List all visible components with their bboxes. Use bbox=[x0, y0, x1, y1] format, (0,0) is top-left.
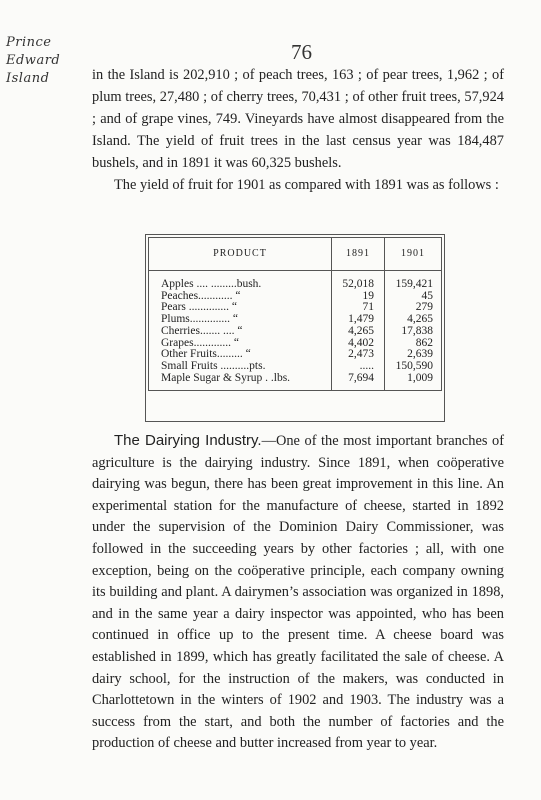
value-1901-cell: 4,265 bbox=[385, 314, 442, 326]
value-1901-cell: 159,421 bbox=[385, 271, 442, 291]
section-heading: The Dairying Industry. bbox=[114, 432, 262, 449]
dairying-paragraph bbox=[92, 430, 504, 755]
intro-text bbox=[92, 64, 504, 196]
value-1891-cell: 1,479 bbox=[332, 314, 385, 326]
value-1891-cell: 52,018 bbox=[332, 271, 385, 291]
intro-paragraph-2: The yield of fruit for 1901 as compared with 1891 was as follows : bbox=[114, 177, 499, 193]
fruit-yield-table bbox=[148, 237, 442, 391]
table-row bbox=[149, 373, 442, 391]
value-1891-cell: 19 bbox=[332, 291, 385, 303]
value-1901-cell: 45 bbox=[385, 291, 442, 303]
value-1891-cell: 71 bbox=[332, 302, 385, 314]
column-header-1891: 1891 bbox=[332, 238, 385, 271]
dairying-section bbox=[92, 430, 504, 755]
product-cell: Maple Sugar & Syrup . .lbs. bbox=[161, 371, 291, 384]
dairying-body-text: —One of the most important branches of agriculture is the dairying industry. Since 1891, when coöperative dairying was begun, there has been great improvement in this line. An experimental station for the manufacture of cheese, started in 1892 under the supervision of the Dominion Dairy Commissioner, was followed in the succeeding years by other factories ; all, with one exception, being on the coöperative principle, each company owning its building and plant. A dairymen’s association was organized in 1898, and in the same year a dairy inspector was appointed, who has been continued in office up to the present time. A cheese board was established in 1899, which has greatly facilitated the sale of cheese. A dairy school, for the instruction of the makers, was conducted in Charlottetown in the winters of 1902 and 1903. The industry was a success from the start, and both the number of factories and the production of cheese and butter increased from year to year. bbox=[92, 433, 504, 752]
column-header-1901: 1901 bbox=[385, 238, 442, 271]
table-header-row bbox=[149, 238, 442, 271]
product-cell: Other Fruits......... “ bbox=[161, 348, 251, 361]
product-cell: Plums.............. “ bbox=[161, 313, 238, 326]
value-1901-cell: 150,590 bbox=[385, 361, 442, 373]
product-cell: Peaches............ “ bbox=[161, 289, 241, 302]
running-head-line-2: Island bbox=[6, 71, 50, 86]
product-cell: Apples .... .........bush. bbox=[161, 278, 262, 290]
page-number: 76 bbox=[291, 40, 312, 64]
value-1891-cell: ..... bbox=[332, 361, 385, 373]
product-cell: Pears .............. “ bbox=[161, 301, 238, 314]
value-1891-cell: 2,473 bbox=[332, 349, 385, 361]
value-1891-cell: 7,694 bbox=[332, 373, 385, 391]
running-head-title bbox=[6, 34, 86, 88]
table-row bbox=[149, 326, 442, 338]
table-row bbox=[149, 361, 442, 373]
intro-paragraph-1: in the Island is 202,910 ; of peach trees, 163 ; of pear trees, 1,962 ; of plum trees, 27,480 ; of cherry trees, 70,431 ; of other fruit trees, 57,924 ; and of grape vines, 749. Vineyards have almost disappeared from the Island. The yield of fruit trees in the last census year was 184,487 bushels, and in 1891 it was 60,325 bushels. bbox=[92, 67, 504, 171]
value-1901-cell: 279 bbox=[385, 302, 442, 314]
value-1891-cell: 4,402 bbox=[332, 338, 385, 350]
running-head-line-1: Prince Edward bbox=[6, 35, 61, 68]
product-cell: Cherries....... .... “ bbox=[161, 324, 243, 337]
value-1901-cell: 1,009 bbox=[385, 373, 442, 391]
product-cell: Grapes............. “ bbox=[161, 336, 239, 349]
fruit-yield-table-frame bbox=[145, 234, 445, 422]
value-1901-cell: 2,639 bbox=[385, 349, 442, 361]
column-header-product: PRODUCT bbox=[149, 238, 332, 271]
value-1901-cell: 17,838 bbox=[385, 326, 442, 338]
product-cell: Small Fruits ..........pts. bbox=[161, 359, 266, 372]
value-1891-cell: 4,265 bbox=[332, 326, 385, 338]
value-1901-cell: 862 bbox=[385, 338, 442, 350]
table-row bbox=[149, 271, 442, 291]
